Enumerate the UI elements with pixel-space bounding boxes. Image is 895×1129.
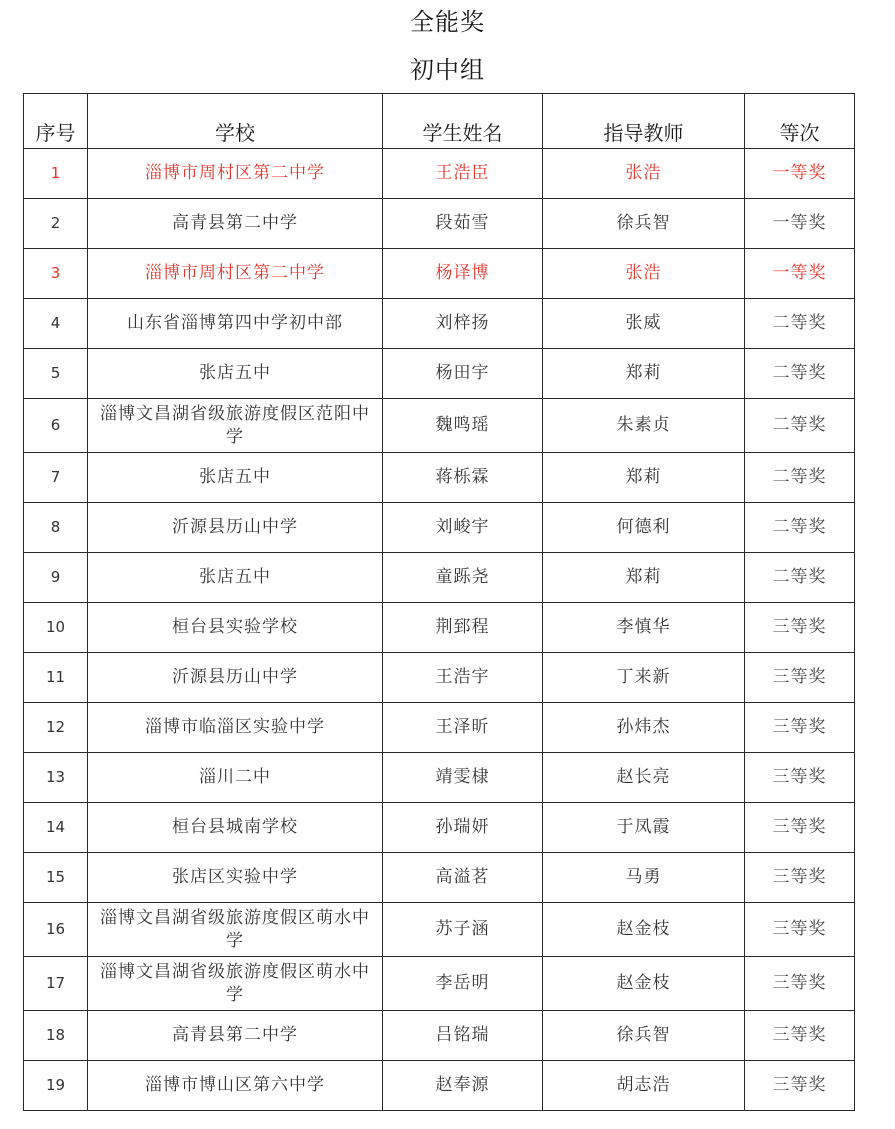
cell-teacher: 赵长亮	[543, 753, 745, 803]
cell-no: 2	[24, 199, 88, 249]
cell-student: 刘梓扬	[383, 299, 543, 349]
cell-school: 高青县第二中学	[88, 199, 383, 249]
cell-teacher: 郑莉	[543, 453, 745, 503]
cell-award: 三等奖	[745, 753, 855, 803]
table-row	[24, 149, 855, 199]
table-row	[24, 553, 855, 603]
cell-no: 7	[24, 453, 88, 503]
cell-school: 桓台县城南学校	[88, 803, 383, 853]
cell-teacher: 徐兵智	[543, 1011, 745, 1061]
cell-student: 王浩臣	[383, 149, 543, 199]
table-row	[24, 1011, 855, 1061]
cell-award: 二等奖	[745, 399, 855, 453]
cell-teacher: 丁来新	[543, 653, 745, 703]
cell-award: 三等奖	[745, 853, 855, 903]
cell-award: 一等奖	[745, 199, 855, 249]
table-row	[24, 399, 855, 453]
cell-no: 10	[24, 603, 88, 653]
cell-teacher: 赵金枝	[543, 957, 745, 1011]
table-row	[24, 653, 855, 703]
cell-award: 三等奖	[745, 1061, 855, 1111]
header-school: 学校	[88, 94, 383, 149]
cell-student: 高溢茗	[383, 853, 543, 903]
cell-school: 淄博市周村区第二中学	[88, 149, 383, 199]
cell-teacher: 马勇	[543, 853, 745, 903]
cell-award: 三等奖	[745, 653, 855, 703]
cell-no: 12	[24, 703, 88, 753]
table-row	[24, 249, 855, 299]
table-row	[24, 957, 855, 1011]
header-award: 等次	[745, 94, 855, 149]
cell-no: 4	[24, 299, 88, 349]
cell-school: 张店区实验中学	[88, 853, 383, 903]
table-row	[24, 453, 855, 503]
cell-no: 17	[24, 957, 88, 1011]
cell-teacher: 徐兵智	[543, 199, 745, 249]
cell-school: 山东省淄博第四中学初中部	[88, 299, 383, 349]
cell-school: 张店五中	[88, 553, 383, 603]
cell-teacher: 于凤霞	[543, 803, 745, 853]
cell-school: 淄博市周村区第二中学	[88, 249, 383, 299]
cell-teacher: 赵金枝	[543, 903, 745, 957]
cell-student: 靖雯棣	[383, 753, 543, 803]
cell-student: 苏子涵	[383, 903, 543, 957]
table-row	[24, 503, 855, 553]
cell-award: 三等奖	[745, 803, 855, 853]
group-subtitle: 初中组	[410, 56, 485, 84]
cell-student: 刘峻宇	[383, 503, 543, 553]
cell-student: 杨译博	[383, 249, 543, 299]
cell-teacher: 张浩	[543, 249, 745, 299]
cell-student: 王泽昕	[383, 703, 543, 753]
cell-teacher: 朱素贞	[543, 399, 745, 453]
header-student: 学生姓名	[383, 94, 543, 149]
cell-student: 蒋栎霖	[383, 453, 543, 503]
cell-no: 18	[24, 1011, 88, 1061]
cell-student: 魏鸣瑶	[383, 399, 543, 453]
cell-school: 淄博文昌湖省级旅游度假区萌水中学	[88, 903, 383, 957]
cell-school: 淄川二中	[88, 753, 383, 803]
table-row	[24, 703, 855, 753]
cell-teacher: 郑莉	[543, 553, 745, 603]
header-no: 序号	[24, 94, 88, 149]
cell-teacher: 郑莉	[543, 349, 745, 399]
awards-table	[23, 93, 855, 1111]
cell-no: 13	[24, 753, 88, 803]
cell-no: 19	[24, 1061, 88, 1111]
cell-school: 淄博市博山区第六中学	[88, 1061, 383, 1111]
cell-student: 杨田宇	[383, 349, 543, 399]
cell-school: 淄博文昌湖省级旅游度假区萌水中学	[88, 957, 383, 1011]
cell-student: 童跞尧	[383, 553, 543, 603]
cell-teacher: 李慎华	[543, 603, 745, 653]
table-row	[24, 603, 855, 653]
cell-teacher: 孙炜杰	[543, 703, 745, 753]
header-teacher: 指导教师	[543, 94, 745, 149]
cell-school: 张店五中	[88, 349, 383, 399]
cell-award: 二等奖	[745, 453, 855, 503]
cell-no: 3	[24, 249, 88, 299]
table-row	[24, 803, 855, 853]
cell-student: 段茹雪	[383, 199, 543, 249]
cell-award: 三等奖	[745, 957, 855, 1011]
cell-school: 张店五中	[88, 453, 383, 503]
cell-award: 二等奖	[745, 299, 855, 349]
cell-award: 三等奖	[745, 703, 855, 753]
cell-award: 三等奖	[745, 1011, 855, 1061]
cell-award: 三等奖	[745, 603, 855, 653]
cell-no: 16	[24, 903, 88, 957]
table-row	[24, 903, 855, 957]
cell-teacher: 张威	[543, 299, 745, 349]
cell-student: 荆郅程	[383, 603, 543, 653]
cell-no: 8	[24, 503, 88, 553]
table-row	[24, 299, 855, 349]
cell-school: 淄博文昌湖省级旅游度假区范阳中学	[88, 399, 383, 453]
cell-award: 三等奖	[745, 903, 855, 957]
cell-student: 吕铭瑞	[383, 1011, 543, 1061]
cell-no: 14	[24, 803, 88, 853]
cell-teacher: 胡志浩	[543, 1061, 745, 1111]
cell-school: 沂源县历山中学	[88, 503, 383, 553]
cell-student: 赵奉源	[383, 1061, 543, 1111]
cell-no: 6	[24, 399, 88, 453]
cell-award: 二等奖	[745, 503, 855, 553]
cell-school: 沂源县历山中学	[88, 653, 383, 703]
cell-school: 桓台县实验学校	[88, 603, 383, 653]
cell-student: 孙瑞妍	[383, 803, 543, 853]
cell-award: 一等奖	[745, 149, 855, 199]
cell-no: 1	[24, 149, 88, 199]
cell-student: 王浩宇	[383, 653, 543, 703]
cell-school: 淄博市临淄区实验中学	[88, 703, 383, 753]
cell-award: 一等奖	[745, 249, 855, 299]
table-row	[24, 1061, 855, 1111]
cell-award: 二等奖	[745, 349, 855, 399]
cell-teacher: 张浩	[543, 149, 745, 199]
table-row	[24, 199, 855, 249]
cell-no: 15	[24, 853, 88, 903]
table-row	[24, 753, 855, 803]
cell-award: 二等奖	[745, 553, 855, 603]
cell-no: 11	[24, 653, 88, 703]
table-row	[24, 349, 855, 399]
cell-no: 9	[24, 553, 88, 603]
table-header-row	[24, 94, 855, 149]
cell-no: 5	[24, 349, 88, 399]
cell-school: 高青县第二中学	[88, 1011, 383, 1061]
cell-teacher: 何德利	[543, 503, 745, 553]
cell-student: 李岳明	[383, 957, 543, 1011]
table-row	[24, 853, 855, 903]
page-title: 全能奖	[410, 8, 485, 36]
